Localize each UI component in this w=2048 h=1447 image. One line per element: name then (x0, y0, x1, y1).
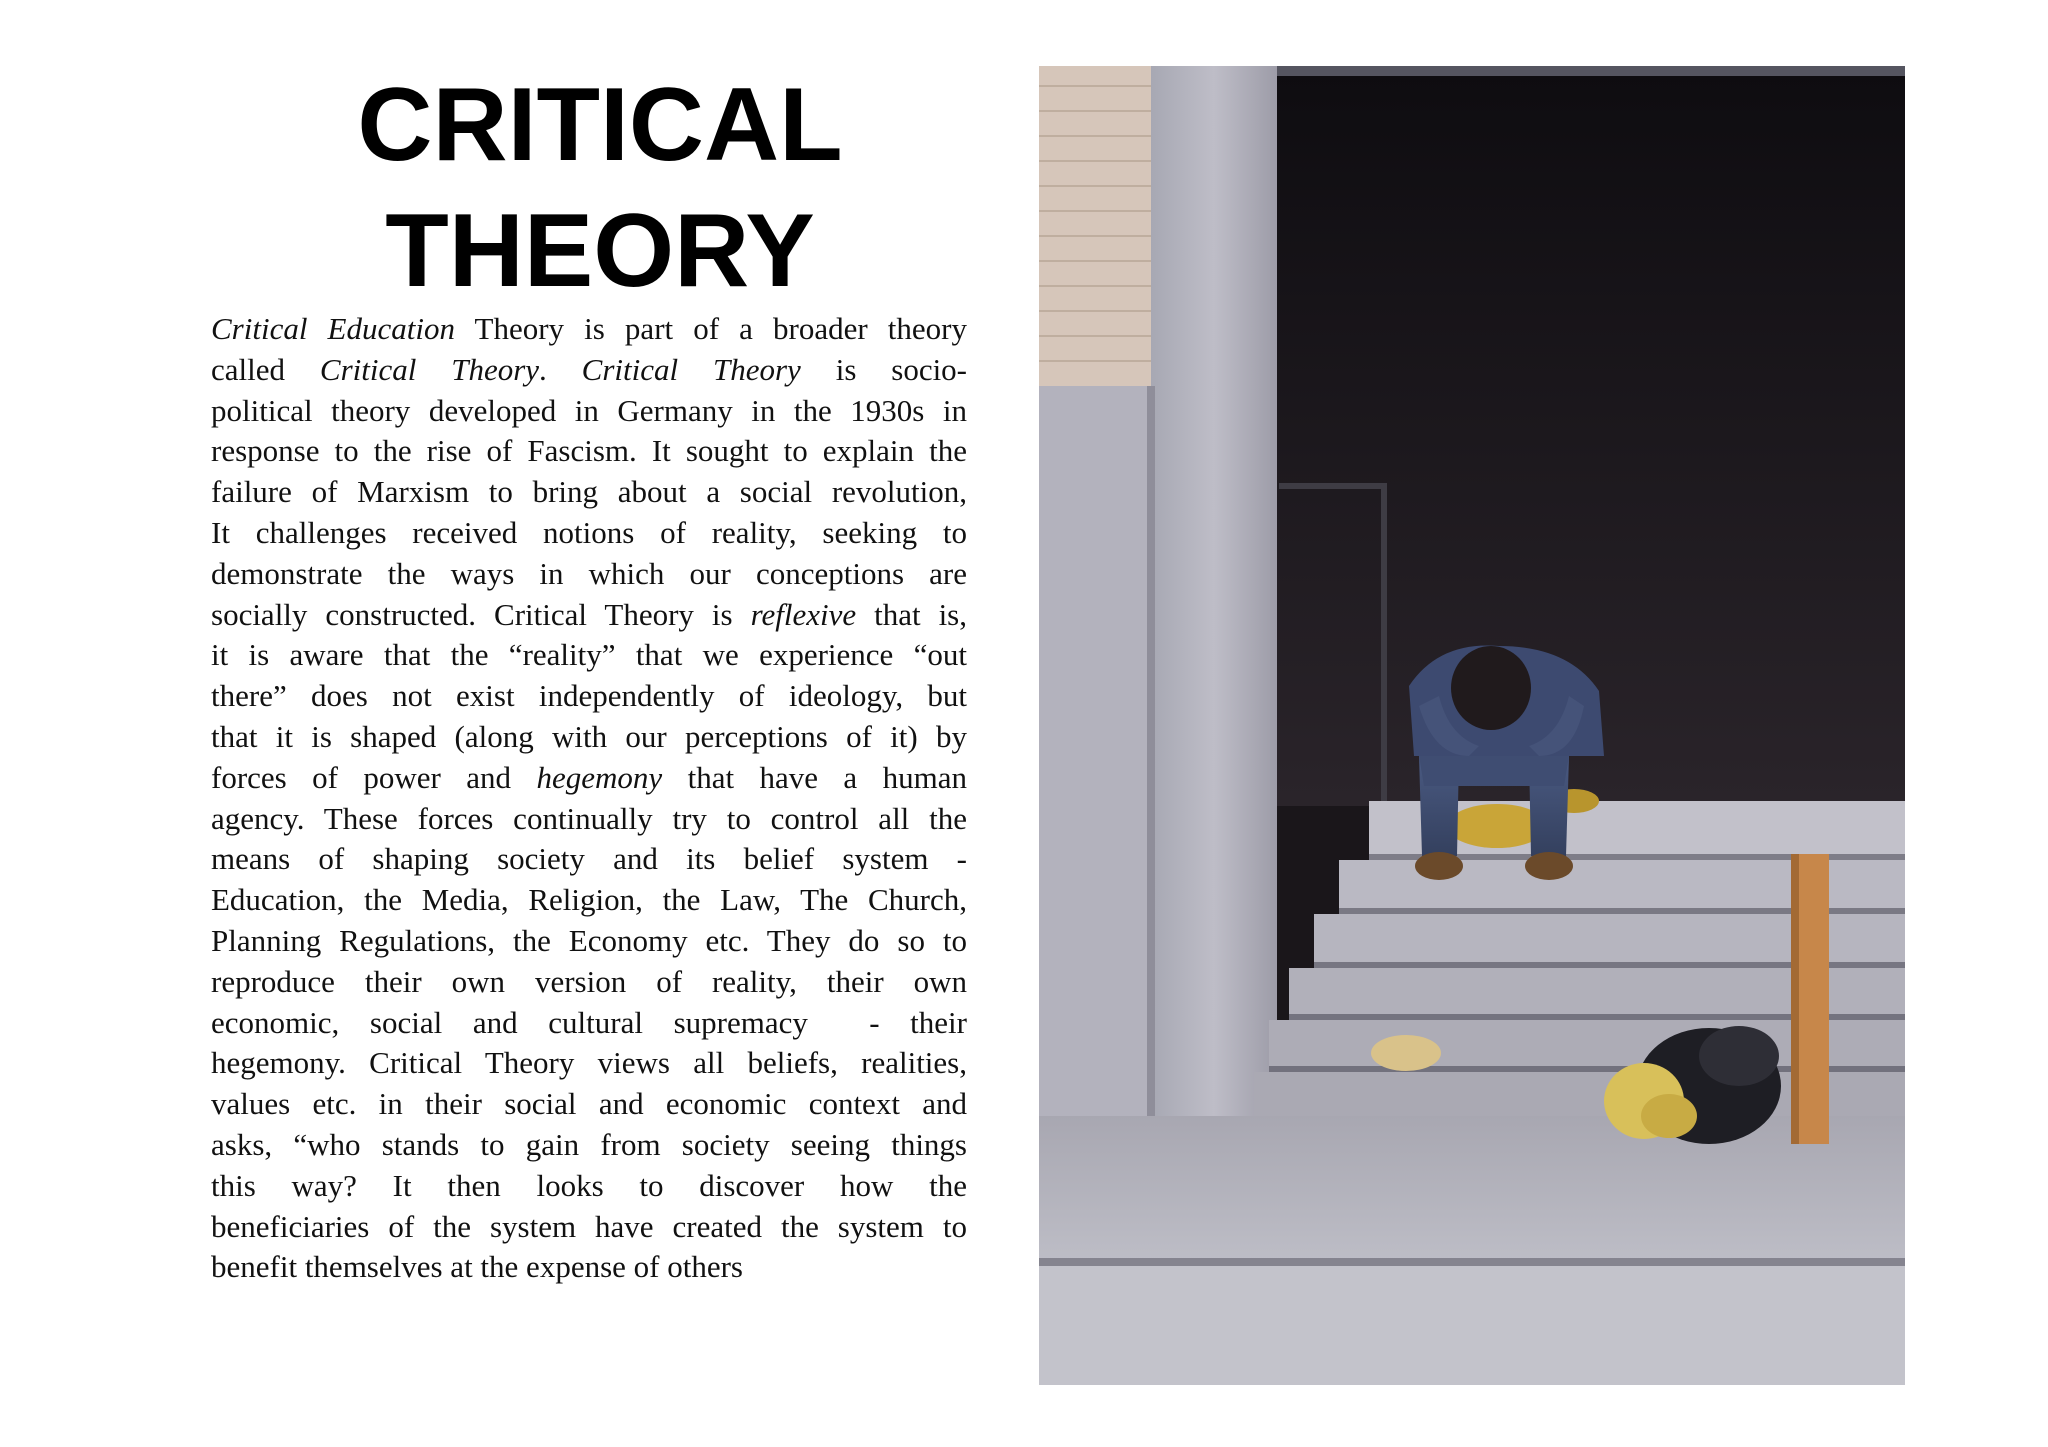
body-text-fragment: is socio- (800, 351, 968, 387)
body-text-fragment: Theory is part of a broader theory (454, 311, 967, 346)
body-text-fragment: asks, “who stands to gain from society seeing things (211, 1126, 967, 1162)
concrete-pillar (1151, 66, 1277, 1116)
body-line (211, 717, 967, 758)
body-text-italic: reflexive (750, 596, 857, 632)
body-line (211, 676, 967, 717)
body-line (211, 1003, 967, 1044)
body-text-fragment: forces of power and (211, 759, 537, 795)
body-text-fragment: means of shaping society and its belief system - (211, 841, 967, 877)
body-text-fragment: this way? It then looks to discover how the (211, 1167, 967, 1203)
body-text-fragment: It challenges received notions of reality, seeking to (211, 514, 967, 550)
body-line (211, 513, 967, 554)
body-text-fragment: there” does not exist independently of ideology, but (211, 678, 967, 714)
body-line (211, 1084, 967, 1125)
body-line (211, 1043, 967, 1084)
body-line (211, 595, 967, 636)
body-line (211, 962, 967, 1003)
body-text-italic: hegemony (536, 759, 663, 795)
body-line (211, 1207, 967, 1248)
body-text-fragment: economic, social and cultural supremacy - their (211, 1004, 967, 1040)
body-text-fragment: it is aware that the “reality” that we experience “out (211, 637, 967, 673)
body-line (211, 758, 967, 799)
body-text-fragment: reproduce their own version of reality, their own (211, 963, 967, 999)
brick-wall (1039, 66, 1151, 386)
body-line (211, 1125, 967, 1166)
body-line (211, 799, 967, 840)
title-line-1: CRITICAL (357, 67, 843, 183)
body-text-fragment: failure of Marxism to bring about a social revolution, (211, 474, 967, 510)
body-line (211, 839, 967, 880)
photo-person-on-steps (1039, 66, 1905, 1385)
body-text-fragment: political theory developed in Germany in the 1930s in (211, 392, 967, 428)
body-text-fragment: that it is shaped (along with our perceptions of it) by (211, 718, 967, 754)
body-text-fragment: Education, the Media, Religion, the Law, The Church, (211, 882, 967, 918)
title-line-2: THEORY (385, 193, 815, 309)
wall-block (1039, 386, 1151, 1116)
body-line (211, 431, 967, 472)
body-line (211, 635, 967, 676)
body-text-fragment: socially constructed. Critical Theory is (211, 596, 751, 632)
body-text-fragment: Planning Regulations, the Economy etc. They do so to (211, 922, 967, 958)
body-line (211, 472, 967, 513)
body-line (211, 1247, 967, 1288)
body-line (211, 880, 967, 921)
photo-illustration (1039, 66, 1905, 1385)
body-text-fragment: demonstrate the ways in which our conceptions are (211, 555, 967, 591)
body-text-fragment: that is, (856, 596, 967, 632)
body-text-italic: Critical Theory (319, 351, 540, 387)
body-line (211, 921, 967, 962)
body-text-fragment: beneficiaries of the system have created the system to (211, 1208, 967, 1244)
crumpled-paper (1371, 1035, 1441, 1071)
body-paragraph (211, 309, 967, 1288)
body-line (211, 1166, 967, 1207)
body-text-fragment: benefit themselves at the expense of others (211, 1249, 743, 1285)
body-text-fragment: hegemony. Critical Theory views all beliefs, realities, (211, 1045, 967, 1081)
curb-line (1039, 1258, 1905, 1266)
body-text-fragment: that have a human (662, 759, 967, 795)
body-text-fragment: called (211, 351, 320, 387)
body-text-italic: Critical Theory (581, 351, 801, 387)
body-line (211, 391, 967, 432)
body-line (211, 309, 967, 350)
body-text-fragment: response to the rise of Fascism. It sought to explain the (211, 433, 967, 469)
page-title (210, 62, 990, 314)
body-text-fragment: . (539, 351, 582, 387)
body-text-fragment: values etc. in their social and economic context and (211, 1086, 967, 1122)
body-text-fragment: agency. These forces continually try to control all the (211, 800, 967, 836)
body-text-italic: Critical Education (211, 311, 455, 346)
body-line (211, 350, 967, 391)
body-line (211, 554, 967, 595)
